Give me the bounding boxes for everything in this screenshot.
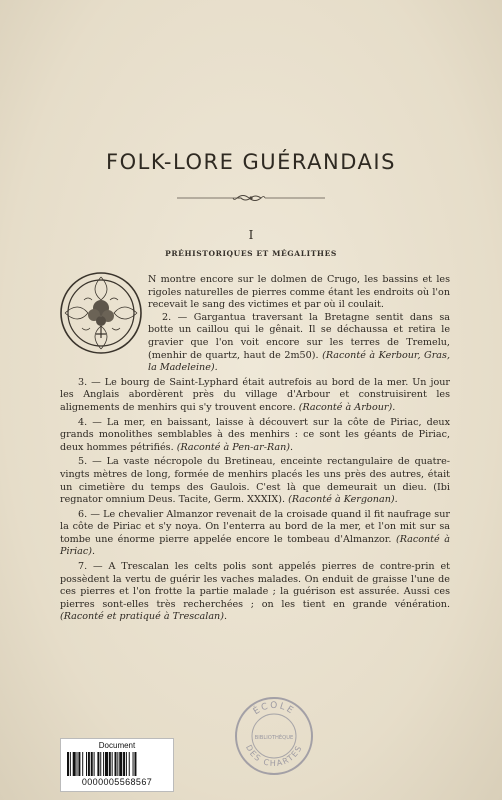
stamp-center-text: BIBLIOTHÈQUE <box>254 735 294 741</box>
paragraph-7-source: (Raconté et pratiqué à Trescalan). <box>60 611 228 623</box>
section-number: I <box>248 228 254 242</box>
stamp-top-text: ÉCOLE <box>251 700 297 718</box>
paragraph-7 <box>60 561 450 624</box>
paragraph-2-source: (Raconté à Kerbour, Gras, la Madeleine). <box>148 349 450 374</box>
page-title: FOLK-LORE GUÉRANDAIS <box>106 150 396 174</box>
paragraph-5-source: (Raconté à Kergonan). <box>288 494 398 506</box>
body-text <box>60 274 450 624</box>
library-stamp <box>232 694 316 778</box>
svg-text:DES CHARTES <box>244 743 304 768</box>
paragraph-5 <box>60 456 450 506</box>
stamp-bottom-text: DES CHARTES <box>243 743 305 769</box>
paragraph-3-text: 3. — Le bourg de Saint-Lyphard était autrefois au bord de la mer. Un jour les Anglais abordèrent près du village d'Arbour et construisirent les alignements de menhirs qui s'y trouvent encore. <box>60 376 450 413</box>
paragraph-7-text: 7. — A Trescalan les celts polis sont appelés pierres de contre-prin et possèdent la vertu de guérir les vaches malades. On enduit de graisse l'une de ces pierres et l'on frotte la partie malade ; la guérison est assurée. Aussi ces pierres sont-elles très recherchées ; on les tient en grande vénération. <box>60 561 450 610</box>
paragraph-4-text: 4. — La mer, en baissant, laisse à découvert sur la côte de Piriac, deux grands monolithes semblables à des menhirs : ce sont les géants de Piriac, deux hommes pétrifiés. <box>60 416 450 453</box>
paragraph-4-source: (Raconté à Pen-ar-Ran). <box>176 441 294 453</box>
barcode-label-sticker <box>60 738 174 792</box>
title-ornament <box>175 192 327 204</box>
paragraph-1-text: N montre encore sur le dolmen de Crugo, les bassins et les rigoles naturelles de pierres comme étant les endroits où l'on recevait le sang des victimes et par où il coulait. <box>148 274 450 311</box>
barcode-label: Document <box>98 741 136 750</box>
paragraph-6-text: 6. — Le chevalier Almanzor revenait de la croisade quand il fit naufrage sur la côte de Piriac et s'y noya. On l'enterra au bord de la mer, et l'on mit sur sa tombe une énorme pierre appelée encore le tombeau d'Almanzor. <box>60 508 450 545</box>
paragraph-3 <box>60 377 450 415</box>
paragraph-2 <box>60 312 450 375</box>
paragraph-1 <box>60 274 450 312</box>
svg-text:ÉCOLE <box>251 701 297 717</box>
paragraph-2-text: 2. — Gargantua traversant la Bretagne sentit dans sa botte un caillou qui le gênait. Il se déchaussa et retira le gravier que l'on voit encore sur les terres de Tremelu, (menhir de quartz, haut de 2m50). <box>148 311 450 361</box>
paragraph-5-text: 5. — La vaste nécropole du Bretineau, enceinte rectangulaire de quatre-vingts mètres de long, formée de menhirs placés les uns près des autres, était un cimetière du temps des Gaulois. C'est là que demeurait un dieu. (Ibi regnator omnium Deus. Tacite, Germ. XXXIX). <box>60 456 450 506</box>
paragraph-3-source: (Raconté à Arbour). <box>298 401 396 413</box>
section-heading: PRÉHISTORIQUES ET MÉGALITHES <box>165 249 337 258</box>
paragraph-6-source: (Raconté à Piriac). <box>60 533 450 558</box>
barcode-number: 0000005568567 <box>81 777 153 787</box>
barcode <box>67 752 167 776</box>
paragraph-6 <box>60 509 450 559</box>
paragraph-4 <box>60 417 450 455</box>
